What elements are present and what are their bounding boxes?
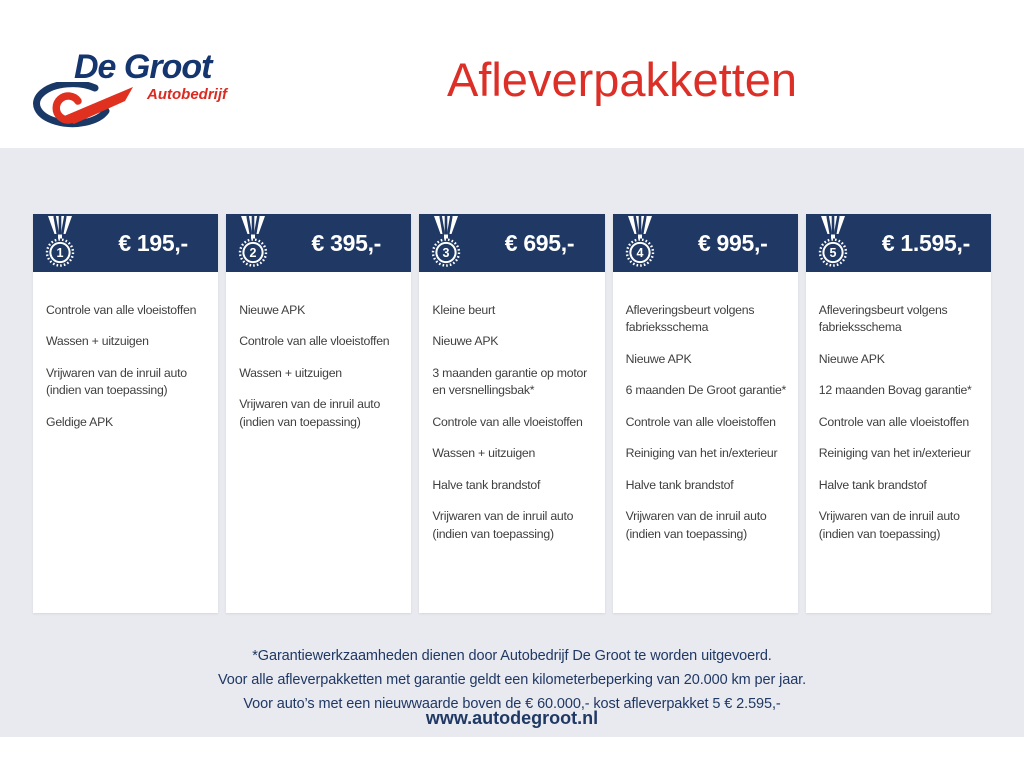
package-5-header: [806, 214, 991, 272]
package-4-items: [613, 272, 798, 543]
package-4-header: [613, 214, 798, 272]
package-item: Halve tank brandstof: [818, 477, 927, 492]
packages-grid: [33, 214, 991, 613]
page-title: Afleverpakketten: [446, 53, 798, 106]
medal-4-number: 4: [636, 246, 644, 260]
package-item: Vrijwaren van de inruil auto (indien van toepassing): [46, 365, 187, 398]
package-item: 3 maanden garantie op motor en versnellingsbak*: [432, 365, 587, 398]
package-item: Controle van alle vloeistoffen: [625, 414, 776, 429]
package-1-items: [33, 272, 218, 431]
medal-3-icon: [428, 216, 464, 268]
medal-3-number: 3: [442, 246, 450, 260]
package-item: Halve tank brandstof: [432, 477, 541, 492]
package-item: Vrijwaren van de inruil auto (indien van toepassing): [625, 509, 767, 541]
package-item: 12 maanden Bovag garantie*: [818, 383, 972, 398]
package-card-3: [419, 214, 604, 613]
package-3-items: [419, 272, 604, 543]
package-item: 6 maanden De Groot garantie*: [625, 383, 787, 398]
package-item: Controle van alle vloeistoffen: [46, 303, 197, 317]
package-2-price: € 395,-: [311, 229, 382, 256]
package-item: Wassen + uitzuigen: [239, 365, 342, 380]
package-item: Controle van alle vloeistoffen: [239, 334, 390, 349]
package-item: Kleine beurt: [432, 303, 496, 317]
website-link[interactable]: www.autodegroot.nl: [425, 708, 599, 728]
package-5-items: [806, 272, 991, 543]
brand-swoosh-icon: [32, 82, 144, 136]
brand-subtitle: Autobedrijf: [147, 86, 227, 103]
content-area: [0, 148, 1024, 737]
package-3-header: [419, 214, 604, 272]
package-card-5: [806, 214, 991, 613]
package-item: Reiniging van het in/exterieur: [625, 446, 778, 461]
footnote-line-1: *Garantiewerkzaamheden dienen door Autobedrijf De Groot te worden uitgevoerd.: [252, 648, 772, 664]
package-3-price: € 695,-: [504, 229, 575, 256]
brand-name: De Groot: [74, 48, 212, 86]
package-item: Nieuwe APK: [818, 351, 885, 366]
package-item: Afleveringsbeurt volgens fabrieksschema: [818, 303, 948, 335]
brand-logo: [0, 0, 250, 148]
medal-5-icon: [815, 216, 851, 268]
package-1-header: [33, 214, 218, 272]
medal-4-icon: [622, 216, 658, 268]
package-item: Nieuwe APK: [625, 351, 692, 366]
bottom-white-band: [0, 737, 1024, 768]
package-item: Afleveringsbeurt volgens fabrieksschema: [625, 303, 755, 335]
package-item: Controle van alle vloeistoffen: [432, 414, 583, 429]
medal-2-number: 2: [249, 246, 257, 260]
medal-5-number: 5: [829, 246, 837, 260]
package-item: Geldige APK: [46, 414, 113, 429]
package-2-header: [226, 214, 411, 272]
package-item: Reiniging van het in/exterieur: [818, 446, 971, 461]
package-5-price: € 1.595,-: [881, 229, 970, 256]
package-card-2: [226, 214, 411, 613]
package-item: Halve tank brandstof: [625, 477, 734, 492]
footnote-line-3: Voor auto’s met een nieuwwaarde boven de € 60.000,- kost afleverpakket 5 € 2.595,-: [243, 696, 781, 712]
medal-2-icon: [235, 216, 271, 268]
medal-1-icon: [42, 216, 78, 268]
footnote-line-2: Voor alle afleverpakketten met garantie geldt een kilometerbeperking van 20.000 km per jaar.: [217, 672, 807, 688]
footnotes: [0, 644, 1024, 716]
package-card-4: [613, 214, 798, 613]
package-item: Vrijwaren van de inruil auto (indien van toepassing): [239, 397, 381, 429]
medal-1-number: 1: [56, 246, 64, 260]
package-card-1: [33, 214, 218, 613]
package-1-price: € 195,-: [118, 229, 188, 256]
package-item: Vrijwaren van de inruil auto (indien van toepassing): [432, 509, 574, 541]
package-4-price: € 995,-: [697, 229, 768, 256]
package-item: Wassen + uitzuigen: [46, 334, 149, 349]
header: [0, 0, 1024, 148]
package-item: Vrijwaren van de inruil auto (indien van toepassing): [818, 509, 960, 541]
package-item: Nieuwe APK: [432, 334, 499, 349]
package-item: Controle van alle vloeistoffen: [818, 414, 969, 429]
package-item: Nieuwe APK: [239, 303, 306, 317]
package-item: Wassen + uitzuigen: [432, 446, 536, 461]
package-2-items: [226, 272, 411, 431]
